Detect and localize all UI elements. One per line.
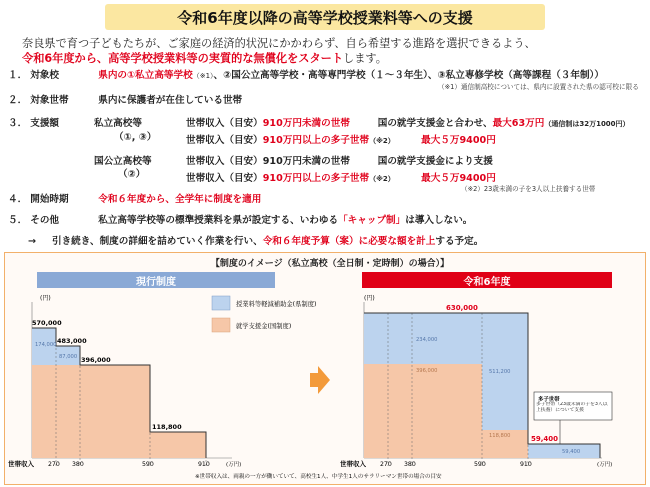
fy2024-header: 令和6年度 (362, 272, 612, 288)
support-row-3-text: 910万円未満の世帯 (262, 156, 350, 167)
item-5-text: 私立高等学校等の標準授業料を県が設定する、いわゆる (98, 215, 339, 226)
left-chart (8, 295, 241, 468)
left-total-2: 483,000 (57, 337, 87, 345)
item-3-label: 支援額 (30, 118, 60, 129)
item-4-label: 開始時期 (30, 194, 69, 205)
item-1-number: １． (8, 70, 28, 81)
image-footnote: ※世帯収入は、両親の一方が働いていて、高校生1人、中学生1人のサラリーマン世帯の場合の目安 (195, 474, 442, 480)
right-x-tick-590: 590 (474, 461, 486, 468)
right-inner-234000: 234,000 (416, 337, 438, 343)
right-total-1: 630,000 (446, 304, 478, 312)
legend-orange-swatch (212, 318, 230, 332)
intro-tail: します。 (343, 52, 387, 65)
left-x-label: 世帯収入 (8, 460, 34, 468)
next-steps-text: 引き続き、制度の詳細を詰めていく作業を行い、 (52, 236, 263, 247)
intro-line-1: 奈良県で育つ子どもたちが、ご家庭の経済的状況にかかわらず、自ら希望する進路を選択できるよう、 (22, 37, 536, 50)
public-school-sub: （②） (118, 169, 146, 180)
right-x-tick-270: 270 (380, 461, 392, 468)
item-1-label: 対象校 (30, 70, 60, 81)
next-steps-red: 令和６年度予算（案）に必要な額を計上 (262, 236, 436, 247)
left-x-tick-590: 590 (142, 461, 154, 468)
left-inner-1: 174,000 (35, 342, 57, 348)
intro-highlight: 令和6年度から、高等学校授業料等の実質的な無償化をスタート (22, 52, 344, 65)
right-inner-59400: 59,400 (562, 449, 581, 455)
item-1-rest: 、②国公立高等学校・高等専門学校（１～３年生）、③私立専修学校（高等課程（３年制）） (213, 70, 604, 81)
right-total-2: 59,400 (531, 435, 559, 443)
item-3-number: ３． (8, 118, 28, 129)
right-chart (340, 295, 612, 468)
support-row-4-note: （※2） (369, 175, 395, 183)
support-row-2-note: （※2） (369, 137, 395, 145)
right-inner-118800: 118,800 (489, 433, 511, 439)
left-x-tick-270: 270 (48, 461, 60, 468)
left-bar-4-national (150, 432, 206, 458)
right-x-tick-910: 910 (520, 461, 532, 468)
right-inner-396000: 396,000 (416, 368, 438, 374)
legend (212, 296, 316, 332)
support-row-1-max: 最大63万円 (492, 118, 545, 129)
support-row-1-mid: 国の就学支援金と合わせ、 (377, 118, 493, 129)
private-school-sub: （①, ③） (114, 132, 157, 143)
support-row-1-prefix: 世帯収入（目安） (186, 118, 263, 129)
item-1-footnote: （※1）通信制高校については、県内に設置された県の認可校に限る (438, 83, 639, 91)
image-section-title: 【制度のイメージ（私立高校（全日制・定時制）の場合）】 (210, 259, 450, 269)
item-5-label: その他 (30, 215, 60, 226)
item-4-number: ４． (8, 194, 28, 205)
left-total-4: 118,800 (152, 423, 182, 431)
legend-blue-label: 授業料等軽減補助金(県制度) (236, 301, 317, 308)
right-x-label: 世帯収入 (340, 460, 366, 468)
public-school-label: 国公立高校等 (94, 156, 152, 167)
support-row-3-tail: 国の就学支援金により支援 (377, 156, 493, 167)
left-x-tick-910: 910 (198, 461, 210, 468)
support-row-1-note: （通信制は32万1000円） (544, 120, 630, 128)
item-4-red: 令和６年度から、全学年に制度を適用 (98, 194, 262, 205)
item-1-note: （※1） (192, 72, 214, 80)
support-row-4-red: 910万円以上の多子世帯 (262, 173, 370, 184)
multi-child-callout-body-wrap (536, 402, 612, 420)
legend-orange-label: 就学支援金(国制度) (236, 323, 292, 330)
left-total-3: 396,000 (81, 356, 111, 364)
left-bar-2-national (56, 365, 80, 458)
left-x-tick-380: 380 (72, 461, 84, 468)
right-bar-1-national (364, 364, 482, 458)
left-bar-3-national (80, 365, 150, 458)
right-x-tick-380: 380 (404, 461, 416, 468)
support-row-1-red: 910万円未満の世帯 (262, 118, 350, 129)
item-2-label: 対象世帯 (30, 95, 69, 106)
arrow-icon: → (28, 236, 37, 247)
left-inner-2: 87,000 (59, 354, 78, 360)
support-row-4-prefix: 世帯収入（目安） (186, 173, 263, 184)
right-inner-511200: 511,200 (489, 369, 511, 375)
support-row-2-max: 最大５万9400円 (421, 135, 496, 146)
item-3-footnote: （※2）23歳未満の子を3人以上扶養する世帯 (461, 185, 596, 193)
support-row-2-prefix: 世帯収入（目安） (186, 135, 263, 146)
support-row-3-prefix: 世帯収入（目安） (186, 156, 263, 167)
transition-arrow-icon (310, 366, 330, 394)
page-title: 令和6年度以降の高等学校授業料等への支援 (105, 4, 545, 30)
support-row-4-max: 最大５万9400円 (421, 173, 496, 184)
item-5-tail: は導入しない。 (405, 215, 473, 226)
left-bar-1-national (32, 365, 56, 458)
item-5-red: 「キャップ制」 (338, 215, 406, 226)
right-yen-unit: (円) (364, 295, 375, 302)
item-2-text: 県内に保護者が在住している世帯 (98, 95, 243, 106)
support-row-2-red: 910万円以上の多子世帯 (262, 135, 370, 146)
current-system-header: 現行制度 (37, 272, 275, 288)
multi-child-callout-head: 多子世帯 (538, 397, 560, 403)
item-5-number: ５． (8, 215, 28, 226)
left-yen-unit: (円) (40, 295, 51, 302)
next-steps-tail: する予定。 (435, 236, 484, 247)
legend-blue-swatch (212, 296, 230, 310)
private-school-label: 私立高校等 (94, 118, 142, 129)
left-x-unit: (万円) (226, 462, 242, 468)
right-x-unit: (万円) (597, 462, 613, 468)
multi-child-callout-body: 多子世帯（23歳未満の子を3人以上扶養）について支援 (536, 402, 608, 413)
left-total-1: 570,000 (32, 319, 62, 327)
item-1-red: 県内の①私立高等学校 (98, 70, 193, 81)
item-2-number: ２． (8, 95, 28, 106)
